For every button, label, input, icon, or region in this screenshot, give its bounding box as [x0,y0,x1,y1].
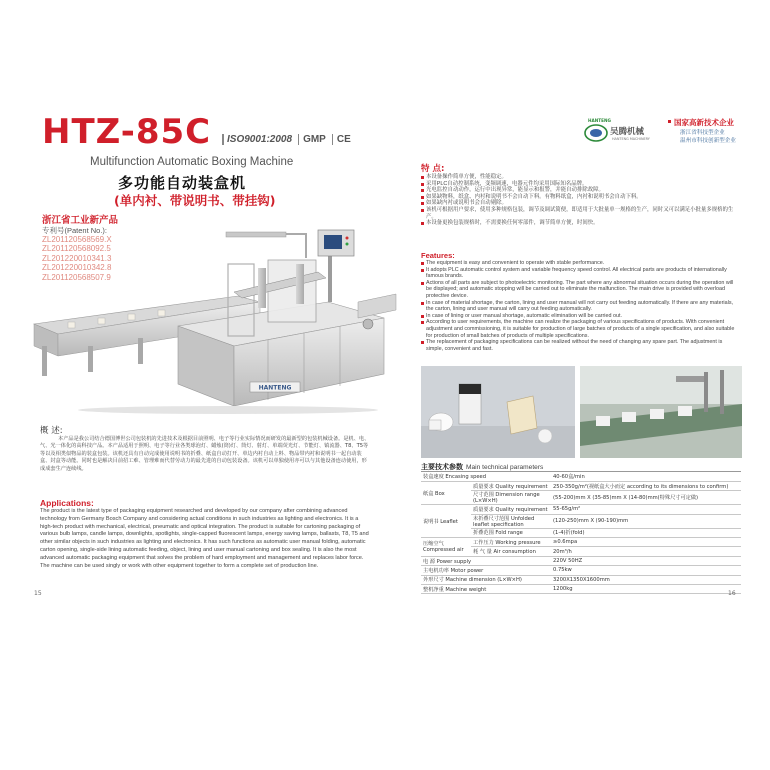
feature-cn-item: 本设备更换包装规格时，不需要换任何零部件，调节简单方便，时间快。 [426,220,599,227]
table-cell: 尺寸范围 Dimension range (L×W×H) [471,491,551,505]
table-cell: 装盒速度 Encasing speed [421,472,551,481]
table-row [421,566,741,575]
subtitle-chinese: 多功能自动装盒机 [118,174,247,192]
table-cell: 外形尺寸 Machine dimension (L×W×H) [421,575,551,584]
patent-number: ZL201220010341.3 [42,253,112,263]
table-cell: 工作压力 Working pressure [471,538,551,547]
machine-detail-photo [580,366,742,458]
logo-top-text: HANTENG [588,118,611,123]
feature-cn-item: 光电监控自动动作，运行中出现异常，能显示和报警，并能自动排除故障。 [426,187,604,194]
iso-badge: ISO9001:2008 [222,134,292,145]
feature-cn-item: 本设备操作简单方便，性能稳定。 [426,174,507,180]
applications-title: Applications: [40,498,94,508]
table-cell: (120-250)mm X (90-190)mm [551,514,741,528]
table-cell: (1-4)折(fold) [551,528,741,537]
model-title: HTZ-85C [42,112,212,152]
patent-number: ZL201220010342.8 [42,263,112,273]
feature-en-item: In case of material shortage, the carton, lining and user manual will not carry out feeding automatically. If there are any materials, the carton, lining and user manual will carry out feeding automatically. [426,299,734,313]
bulb-product-photo [421,366,575,458]
features-en-title: Features: [421,251,455,260]
params-table-wrap [421,472,741,594]
table-row [421,481,741,490]
badge-high-tech: 国家高新技术企业 [674,118,734,127]
feature-en-item: Actions of all parts are subject to photoelectric monitoring. The part where any abnormal situation occurs during the operation will be displayed; and automatic stopping will be carried out to eliminate the malfunction. The main drive is provided with overload protective device. [426,279,734,299]
table-cell: 1200kg [551,585,741,594]
applications-text: The product is the latest type of packaging equipment researched and developed by our company after combining advanced technology from Germany Bosch Company and considering actual conditions in such industries as lighting and electronics. It is a high-tech product with mechanical, electrical, pneumatic and optical integration. The product is suitable for cartoning packaging of various bulb lamps, candle lamps, downlights, spotlights, single-capped fluorescent lamps, energy saving lamps, ballasts, T8, T5 and other similar objects in such industries as lighting and electronics. It has such functions as automatic user manual folding, automatic carton opening, single-side lining automatic feeding, object, lining and user manual cartoning and box sealing. It is also the most advanced automatic packaging equipment that solves the problem of hard employment and management and replaces labor force. The machine can be used singly or work with other equipment together to form a complete set of production line. [40,508,369,569]
table-row [421,556,741,565]
features-cn-title: 特 点: [421,164,445,174]
overview-title: 概 述: [40,426,63,436]
params-title-cn: 主要技术参数 [421,463,463,471]
patent-number: ZL201120568092.5 [42,244,111,254]
table-cell: 说明书 Leaflet [421,505,471,538]
feature-en-item: The replacement of packaging specifications can be realized without the need of changing any spare part. The adjustment is simple, convenient and fast. [426,339,723,352]
table-cell: 耗 气 量 Air consumption [471,547,551,556]
table-cell: 3200X1350X1600mm [551,575,741,584]
page-number-right: 16 [728,590,736,597]
subtitle-english: Multifunction Automatic Boxing Machine [90,156,294,168]
table-row [421,472,741,481]
logo-english-name: HANTENG MACHINERY [612,137,650,141]
table-cell: 质量要求 Quality requirement [471,481,551,490]
award-label: 浙江省工业新产品 [42,215,119,226]
feature-en-item: The equipment is easy and convenient to operate with stable performance. [426,260,605,266]
table-cell: 整机净重 Machine weight [421,585,551,594]
features-cn-list [421,174,739,227]
badge-city: 温州市科技创新型企业 [680,138,736,144]
brochure-spread [28,98,742,618]
params-table [421,472,741,594]
features-en-list [421,260,739,352]
badge-marker [668,120,671,123]
table-cell: 主电机功率 Motor power [421,566,551,575]
params-title-en: Main technical parameters [466,464,544,471]
table-cell: 250-350g/m²(视纸盒大小而定 according to its dimensions to confirm) [551,481,741,490]
table-cell: (55-200)mm X (35-85)mm X (14-80)mm(特殊尺寸可定做) [551,491,741,505]
production-line-image [580,366,742,458]
table-cell: 40-60盒/min [551,472,741,481]
patent-label: 专利号(Patent No.): [42,226,108,235]
table-cell: 20m³/h [551,547,741,556]
bulb-box-image [421,366,575,458]
boxing-machine-image [28,206,398,416]
feature-cn-item: 该机可根据用户要求，使用多种规格包装，调节及调试简便，即适用于大批量单一规格的生产，同时又可以满足小批量多规格的生产。 [426,206,734,220]
ce-badge: CE [332,134,351,145]
table-cell: 220V 50HZ [551,556,741,565]
table-cell: 纸盒 Box [421,481,471,504]
table-cell: 电 源 Power supply [421,556,551,565]
table-row [421,585,741,594]
table-cell: 0.75kw [551,566,741,575]
feature-cn-item: 采用PLC自动控制系统，变频调速，电器元件均采用国际知名品牌。 [426,180,588,187]
table-cell: 质量要求 Quality requirement [471,505,551,514]
patent-number: ZL201120568507.9 [42,272,111,282]
table-row [421,538,741,547]
table-row [421,575,741,584]
table-row [421,505,741,514]
feature-en-item: According to user requirements, the machine can realize the packaging of various specifications of products. With convenient adjustment and commissioning, it is suitable for production of large batches of products of a single specification, and also suitable for production of small batches of products of multiple specifications. [426,319,735,339]
machine-brand-plate: HANTENG [258,384,292,392]
feature-en-item: In case of lining or user manual shortage, automatic elimination will be carried out. [426,312,622,319]
subtitle-chinese-variant: (单内衬、带说明书、带挂钩) [114,193,276,208]
table-cell: ≥0.6mpa [551,538,741,547]
table-cell: 折叠范围 Fold range [471,528,551,537]
badge-provincial: 浙江省科技型企业 [680,130,725,136]
page-number-left: 15 [34,590,42,597]
machine-illustration [28,206,398,416]
logo-chinese-name: 吴腾机械 [610,127,645,137]
certification-strip [222,134,351,145]
table-cell: 未折叠尺寸范围 Unfolded leaflet specification [471,514,551,528]
feature-cn-item: 如果缺内衬或说明书会自动剔除。 [426,200,507,207]
patent-number: ZL201120568569.X [42,235,112,244]
gmp-badge: GMP [298,134,326,145]
table-cell: 55-65g/m² [551,505,741,514]
feature-en-item: It adopts PLC automatic control system and variable frequency speed control. All electrical parts are products of internationally famous brands. [426,266,727,280]
table-cell: 压缩空气 Compressed air [421,538,471,557]
feature-cn-item: 如果缺物料，纸盒、内衬和说明书不会自动下料。有物料纸盒，内衬和说明书会自动下料。 [426,193,642,200]
overview-text: 本产品是我公司结合德国博世公司包装机的先进技术及根据目前照明、电子等行业实际情况而研发的最新型的包装机械设备。是机、电、气、光一体化的高科技产品。本产品适用于照明、电子等行业各类球泡灯、蜡烛(筒)灯、筒灯、射灯、单端荧光灯、节能灯、镇流器、T8、T5等等以及相类似物品的装盒包装。该机还具有自动完成使用说明书的折叠、纸盒自动打开、单边内衬自动上料、物品带内衬和说明书一起自动装盒、封盒等动能。同时也是解决目前招工难、管理难而代替劳动力的最先进的自动包装设备。该机可以单独使用亦可以与其他设备连动使用，形成成套生产连续线。 [40,436,370,472]
